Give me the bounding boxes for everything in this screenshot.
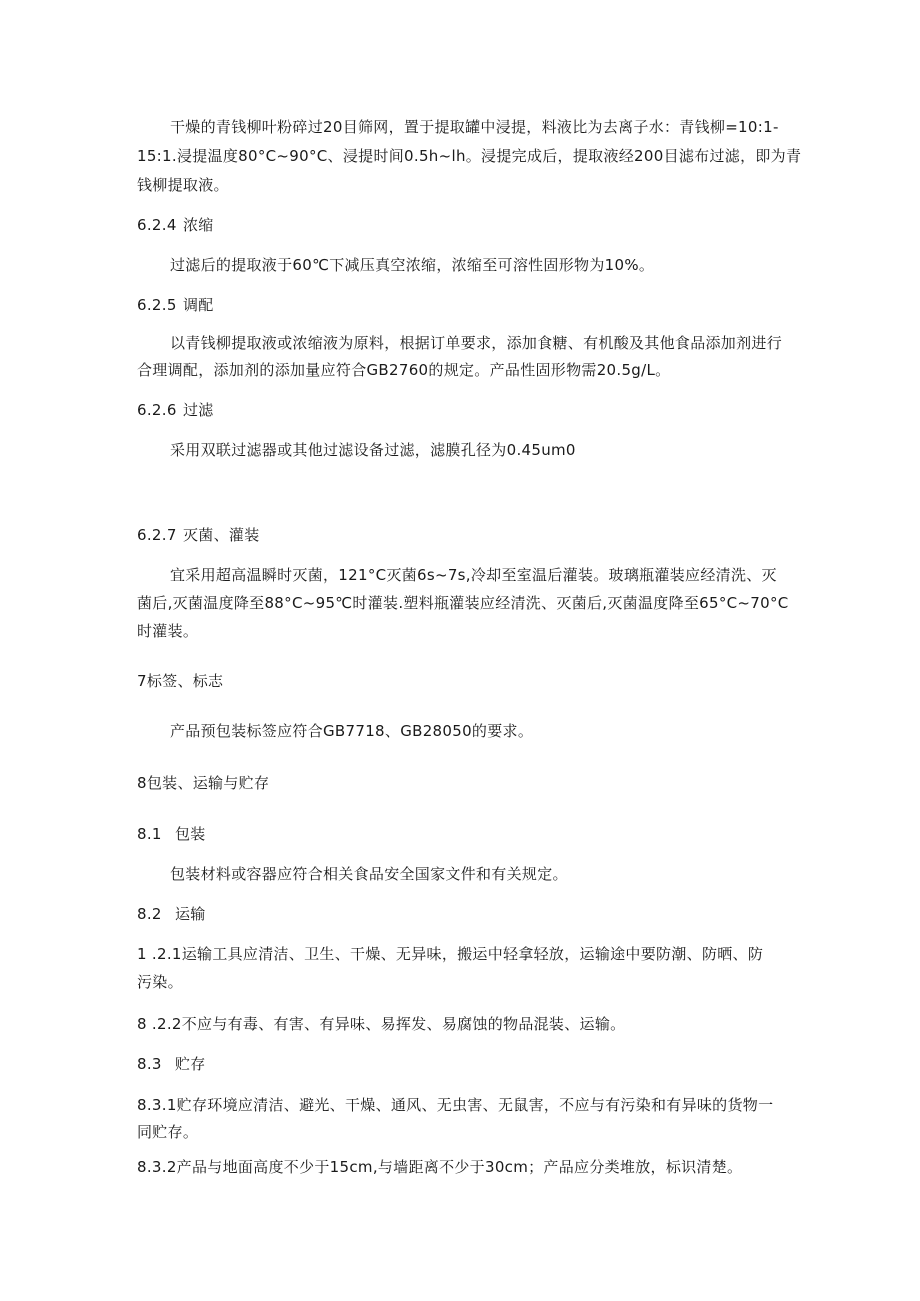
paragraph-filter: 采用双联过滤器或其他过滤设备过滤，滤膜孔径为0.45um0 bbox=[170, 441, 576, 459]
heading-number: 6.2.6 bbox=[137, 401, 177, 419]
heading-number: 6.2.5 bbox=[137, 296, 177, 314]
heading-title: 调配 bbox=[183, 296, 214, 314]
paragraph-8-3-1-line-2: 同贮存。 bbox=[137, 1123, 199, 1141]
heading-8-3 bbox=[137, 1054, 206, 1074]
heading-6-2-4 bbox=[137, 215, 214, 235]
heading-number: 8.2 bbox=[137, 905, 162, 923]
paragraph-sterilize-line-2: 菌后,灭菌温度降至88°C~95℃时灌装.塑料瓶灌装应经清洗、灭菌后,灭菌温度降至65°C~70°C bbox=[137, 594, 789, 612]
paragraph-8-2-1-line-2: 污染。 bbox=[137, 973, 183, 991]
heading-number: 6.2.7 bbox=[137, 526, 177, 544]
heading-title: 浓缩 bbox=[183, 216, 214, 234]
heading-number: 8.1 bbox=[137, 825, 162, 843]
paragraph-extract-line-3: 钱柳提取液。 bbox=[137, 176, 229, 194]
paragraph-label: 产品预包装标签应符合GB7718、GB28050的要求。 bbox=[170, 722, 534, 740]
heading-title: 运输 bbox=[175, 905, 206, 923]
heading-title: 灭菌、灌装 bbox=[183, 526, 260, 544]
heading-7: 7标签、标志 bbox=[137, 672, 224, 690]
heading-title: 贮存 bbox=[175, 1055, 206, 1073]
paragraph-sterilize-line-3: 时灌装。 bbox=[137, 622, 199, 640]
heading-6-2-7 bbox=[137, 525, 260, 545]
heading-title: 过滤 bbox=[183, 401, 214, 419]
paragraph-extract-line-1: 干燥的青钱柳叶粉碎过20目筛网，置于提取罐中浸提，料液比为去离子水：青钱柳=10:1- bbox=[170, 118, 779, 136]
heading-6-2-5 bbox=[137, 295, 214, 315]
paragraph-blend-line-2: 合理调配，添加剂的添加量应符合GB2760的规定。产品性固形物需20.5g/L。 bbox=[137, 361, 671, 379]
paragraph-extract-line-2: 15:1.浸提温度80°C~90°C、浸提时间0.5h~lh。浸提完成后，提取液经200目滤布过滤，即为青 bbox=[137, 147, 802, 165]
heading-8-2 bbox=[137, 904, 206, 924]
paragraph-8-2-2: 8 .2.2不应与有毒、有害、有异味、易挥发、易腐蚀的物品混装、运输。 bbox=[137, 1015, 626, 1033]
paragraph-sterilize-line-1: 宜采用超高温瞬时灭菌，121°C灭菌6s~7s,冷却至室温后灌装。玻璃瓶灌装应经清洗、灭 bbox=[170, 566, 777, 584]
paragraph-8-3-2: 8.3.2产品与地面高度不少于15cm,与墙距离不少于30cm；产品应分类堆放，标识清楚。 bbox=[137, 1158, 743, 1176]
paragraph-pack: 包装材料或容器应符合相关食品安全国家文件和有关规定。 bbox=[170, 865, 568, 883]
paragraph-8-3-1-line-1: 8.3.1贮存环境应清洁、避光、干燥、通风、无虫害、无鼠害，不应与有污染和有异味的货物一 bbox=[137, 1096, 774, 1114]
heading-number: 6.2.4 bbox=[137, 216, 177, 234]
heading-6-2-6 bbox=[137, 400, 214, 420]
paragraph-concentrate: 过滤后的提取液于60℃下减压真空浓缩，浓缩至可溶性固形物为10%。 bbox=[170, 256, 655, 274]
heading-title: 包装 bbox=[175, 825, 206, 843]
heading-8: 8包装、运输与贮存 bbox=[137, 774, 270, 792]
paragraph-8-2-1-line-1: 1 .2.1运输工具应清洁、卫生、干燥、无异味，搬运中轻拿轻放，运输途中要防潮、防晒、防 bbox=[137, 945, 764, 963]
heading-number: 8.3 bbox=[137, 1055, 162, 1073]
heading-8-1 bbox=[137, 824, 206, 844]
paragraph-blend-line-1: 以青钱柳提取液或浓缩液为原料，根据订单要求，添加食糖、有机酸及其他食品添加剂进行 bbox=[170, 334, 783, 352]
